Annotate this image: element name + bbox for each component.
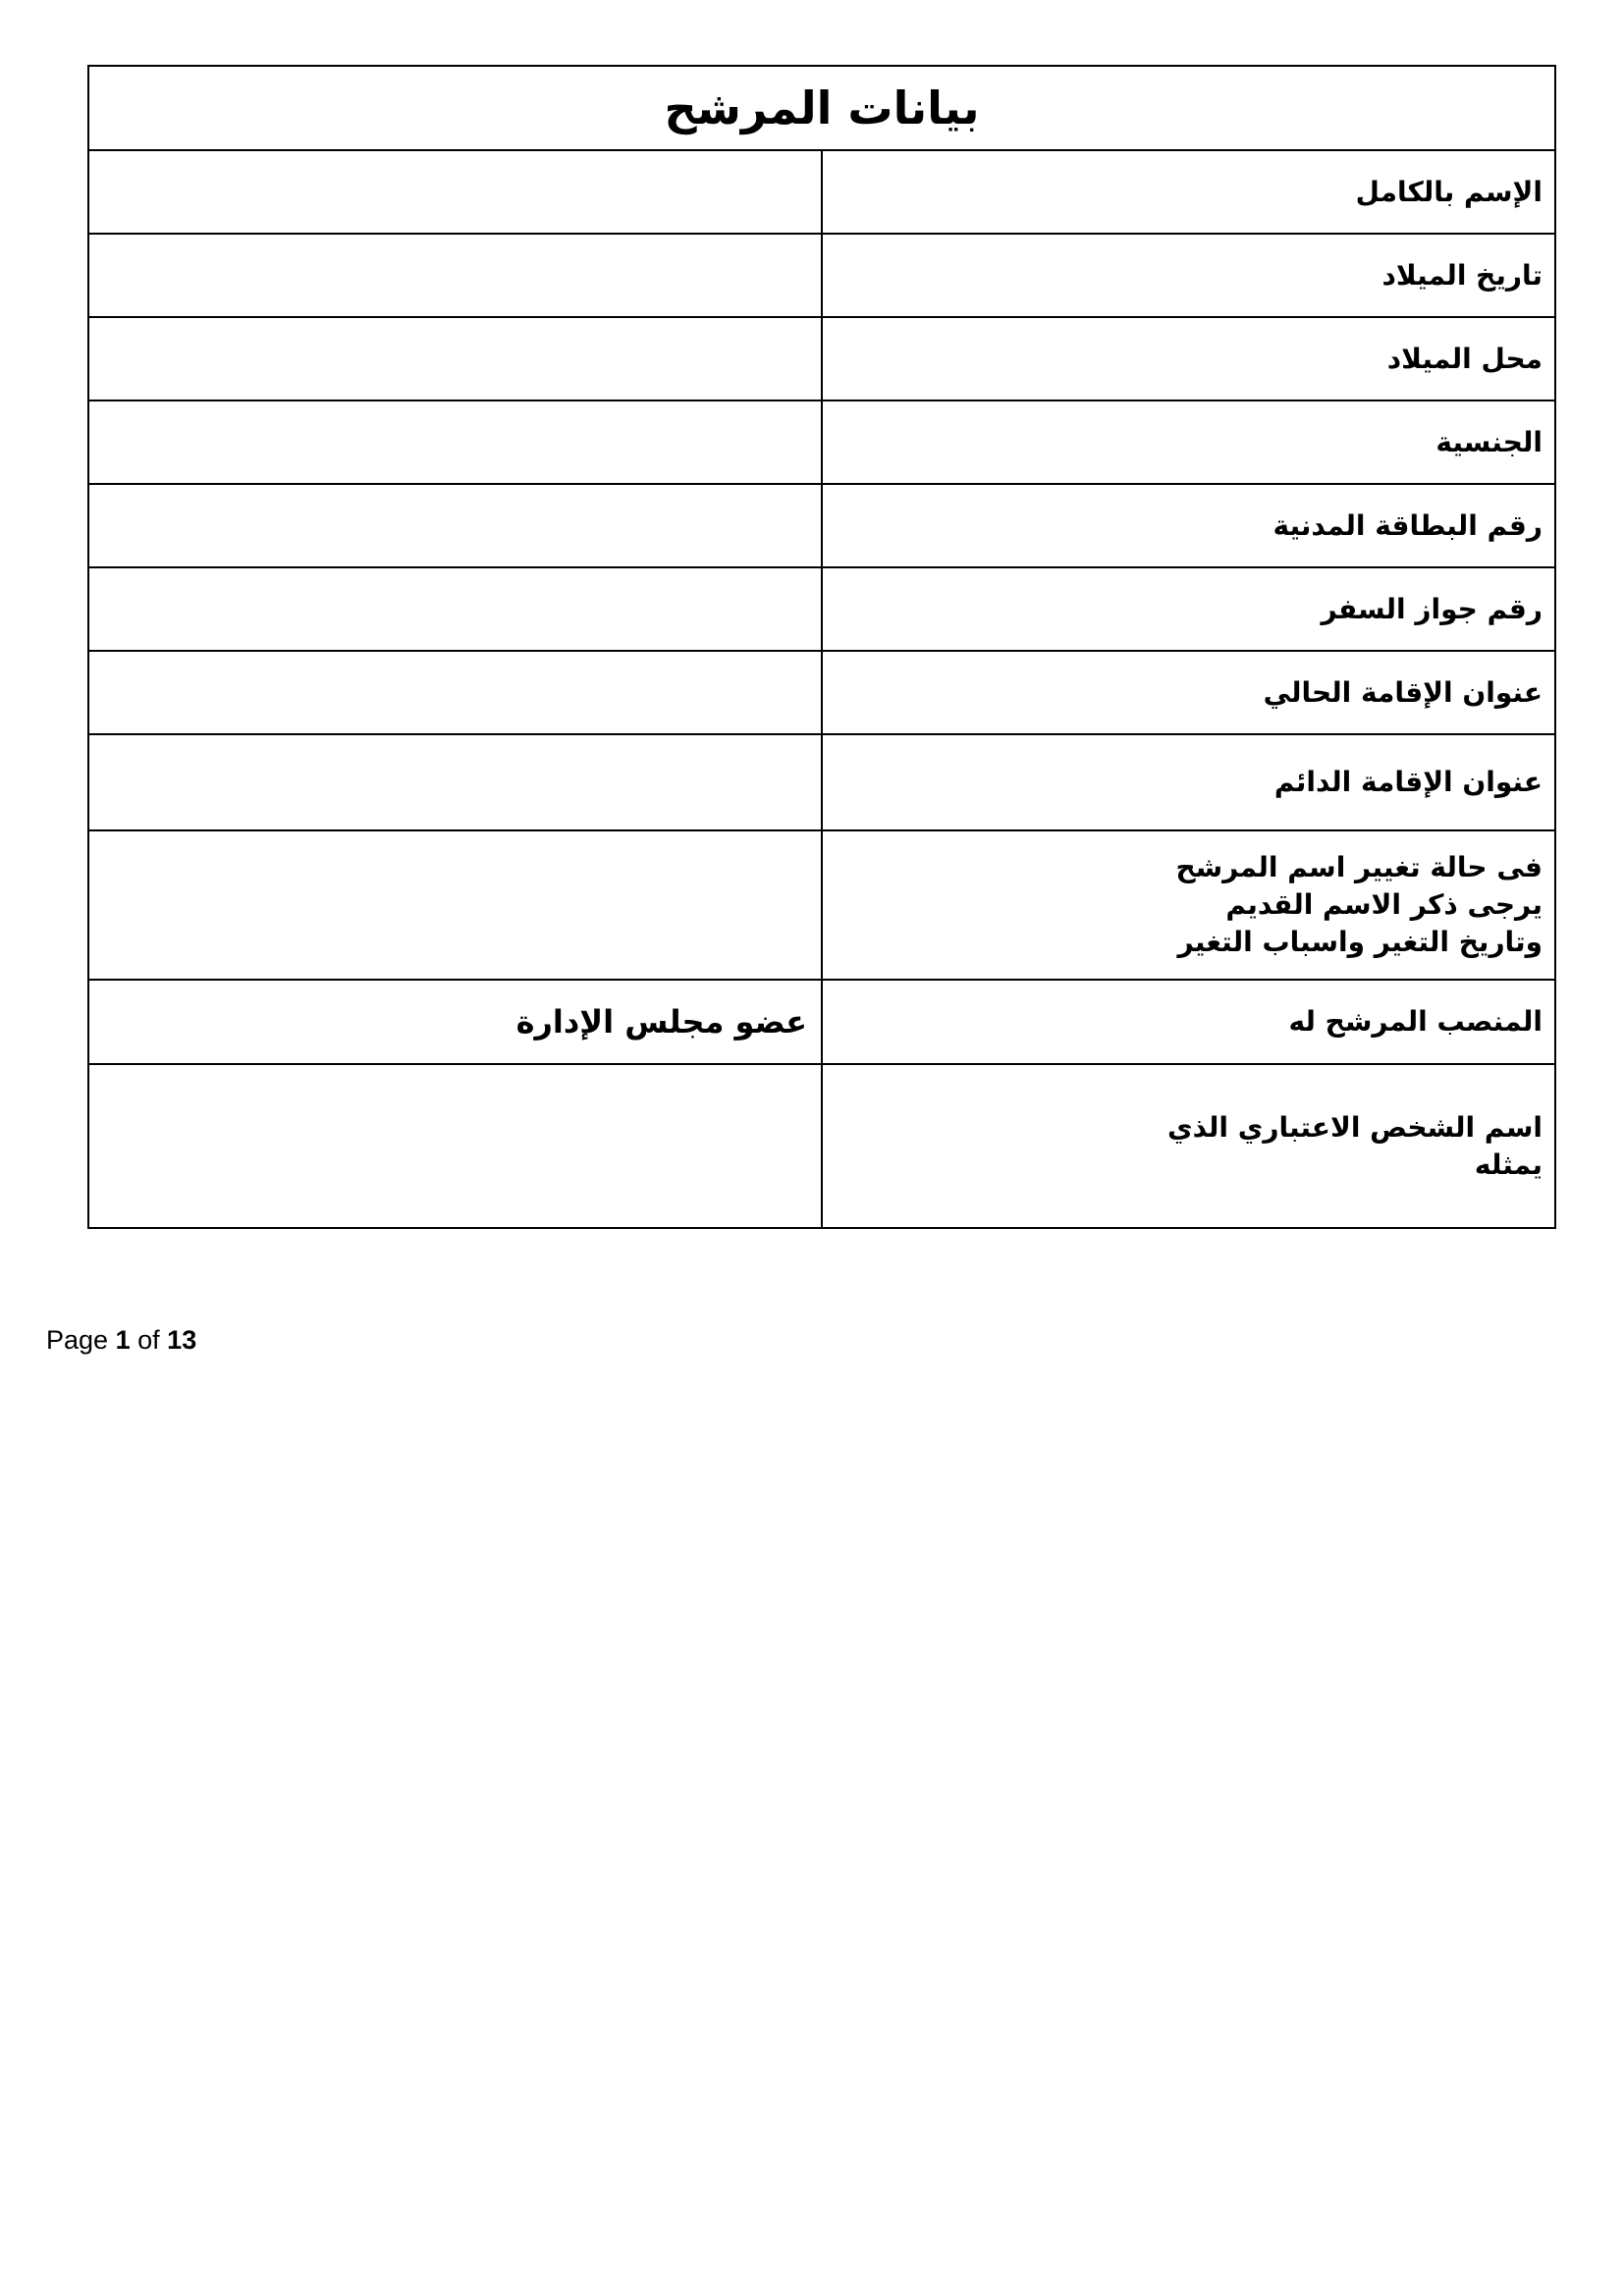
passport-number-label: رقم جواز السفر bbox=[822, 567, 1555, 651]
page-of: of bbox=[137, 1325, 160, 1355]
table-row bbox=[88, 234, 1555, 317]
permanent-address-label: عنوان الإقامة الدائم bbox=[822, 734, 1555, 830]
birth-date-field[interactable] bbox=[88, 234, 822, 317]
nationality-field[interactable] bbox=[88, 400, 822, 484]
table-row bbox=[88, 651, 1555, 734]
table-row bbox=[88, 734, 1555, 830]
birth-date-label: تاريخ الميلاد bbox=[822, 234, 1555, 317]
page-prefix: Page bbox=[46, 1325, 109, 1355]
table-row bbox=[88, 400, 1555, 484]
represented-entity-label: اسم الشخص الاعتباري الذي يمثله bbox=[822, 1064, 1555, 1228]
full-name-field[interactable] bbox=[88, 150, 822, 234]
nominated-position-label: المنصب المرشح له bbox=[822, 980, 1555, 1064]
civil-id-field[interactable] bbox=[88, 484, 822, 567]
table-row bbox=[88, 830, 1555, 980]
permanent-address-field[interactable] bbox=[88, 734, 822, 830]
birth-place-label: محل الميلاد bbox=[822, 317, 1555, 400]
name-change-label: فى حالة تغيير اسم المرشح يرجى ذكر الاسم القديم وتاريخ التغير واسباب التغير bbox=[822, 830, 1555, 980]
represented-entity-field[interactable] bbox=[88, 1064, 822, 1228]
current-address-field[interactable] bbox=[88, 651, 822, 734]
birth-place-field[interactable] bbox=[88, 317, 822, 400]
full-name-label: الإسم بالكامل bbox=[822, 150, 1555, 234]
nationality-label: الجنسية bbox=[822, 400, 1555, 484]
civil-id-label: رقم البطاقة المدنية bbox=[822, 484, 1555, 567]
nominated-position-field[interactable]: عضو مجلس الإدارة bbox=[88, 980, 822, 1064]
name-change-field[interactable] bbox=[88, 830, 822, 980]
table-row bbox=[88, 980, 1555, 1064]
table-row bbox=[88, 317, 1555, 400]
current-address-label: عنوان الإقامة الحالي bbox=[822, 651, 1555, 734]
candidate-data-table bbox=[87, 65, 1556, 1229]
form-title: بيانات المرشح bbox=[88, 66, 1555, 150]
table-row bbox=[88, 1064, 1555, 1228]
table-row bbox=[88, 484, 1555, 567]
page-number bbox=[46, 1325, 196, 1356]
page-current: 1 bbox=[115, 1325, 131, 1355]
page-total: 13 bbox=[167, 1325, 197, 1355]
table-row bbox=[88, 150, 1555, 234]
table-row bbox=[88, 567, 1555, 651]
passport-number-field[interactable] bbox=[88, 567, 822, 651]
